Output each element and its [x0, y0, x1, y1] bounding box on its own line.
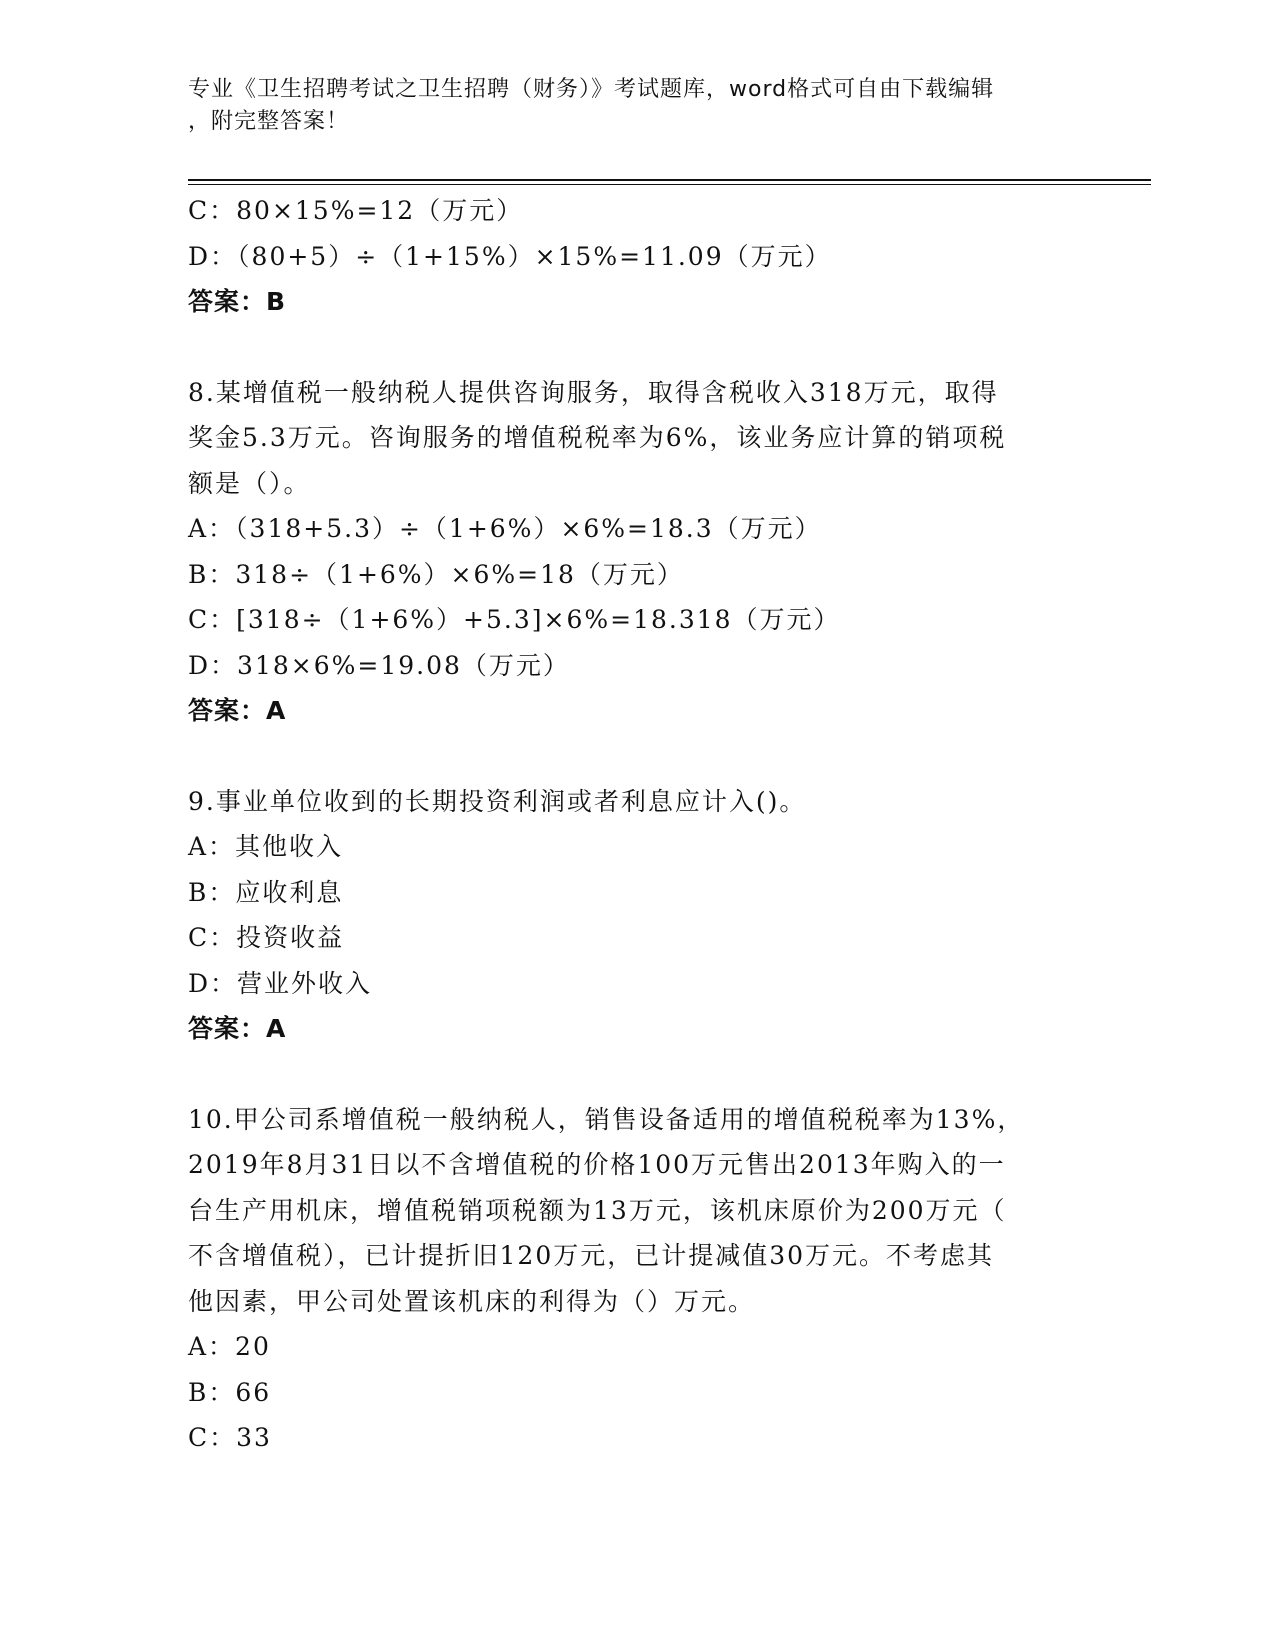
option-c: C：80×15%=12（万元） — [188, 196, 524, 225]
option-d: D：营业外收入 — [188, 968, 373, 998]
header-line-2: ，附完整答案！ — [188, 109, 350, 134]
option-a: A：其他收入 — [188, 832, 344, 861]
question-9 — [188, 779, 1088, 1052]
header-rule-thin — [188, 184, 1151, 185]
option-a: A：20 — [188, 1332, 271, 1361]
question-text-line: 他因素，甲公司处置该机床的利得为（）万元。 — [188, 1286, 756, 1316]
option-c: C：33 — [188, 1423, 272, 1452]
option-a: A：（318+5.3）÷（1+6%）×6%=18.3（万元） — [188, 514, 822, 543]
option-b: B：应收利息 — [188, 877, 344, 907]
question-text-line: 2019年8月31日以不含增值税的价格100万元售出2013年购入的一 — [188, 1150, 1006, 1179]
question-10 — [188, 1097, 1088, 1461]
question-text-line: 台生产用机床，增值税销项税额为13万元，该机床原价为200万元（ — [188, 1195, 1007, 1225]
header-line-1: 专业《卫生招聘考试之卫生招聘（财务）》考试题库，word格式可自由下载编辑 — [188, 77, 995, 102]
option-d: D：（80+5）÷（1+15%）×15%=11.09（万元） — [188, 241, 832, 271]
answer: 答案：A — [188, 1014, 287, 1043]
spacer — [188, 734, 1088, 779]
question-text-line: 9.事业单位收到的长期投资利润或者利息应计入()。 — [188, 786, 807, 816]
question-text-line: 10.甲公司系增值税一般纳税人，销售设备适用的增值税税率为13%， — [188, 1104, 1025, 1134]
option-b: B：318÷（1+6%）×6%=18（万元） — [188, 559, 684, 589]
question-text-line: 额是（）。 — [188, 468, 311, 498]
option-c: C：投资收益 — [188, 923, 345, 952]
answer: 答案：A — [188, 696, 287, 725]
option-b: B：66 — [188, 1377, 272, 1407]
question-text-line: 奖金5.3万元。咨询服务的增值税税率为6%，该业务应计算的销项税 — [188, 423, 1007, 452]
question-text-line: 8.某增值税一般纳税人提供咨询服务，取得含税收入318万元，取得 — [188, 377, 999, 407]
option-d: D：318×6%=19.08（万元） — [188, 650, 570, 680]
spacer — [188, 325, 1088, 370]
question-content — [188, 188, 1088, 1461]
document-header — [188, 74, 1068, 138]
question-text-line: 不含增值税），已计提折旧120万元，已计提减值30万元。不考虑其 — [188, 1241, 995, 1270]
question-8 — [188, 370, 1088, 734]
header-rule-thick — [188, 179, 1151, 181]
spacer — [188, 1052, 1088, 1097]
option-c: C：[318÷（1+6%）+5.3]×6%=18.318（万元） — [188, 605, 841, 634]
answer: 答案：B — [188, 287, 287, 316]
